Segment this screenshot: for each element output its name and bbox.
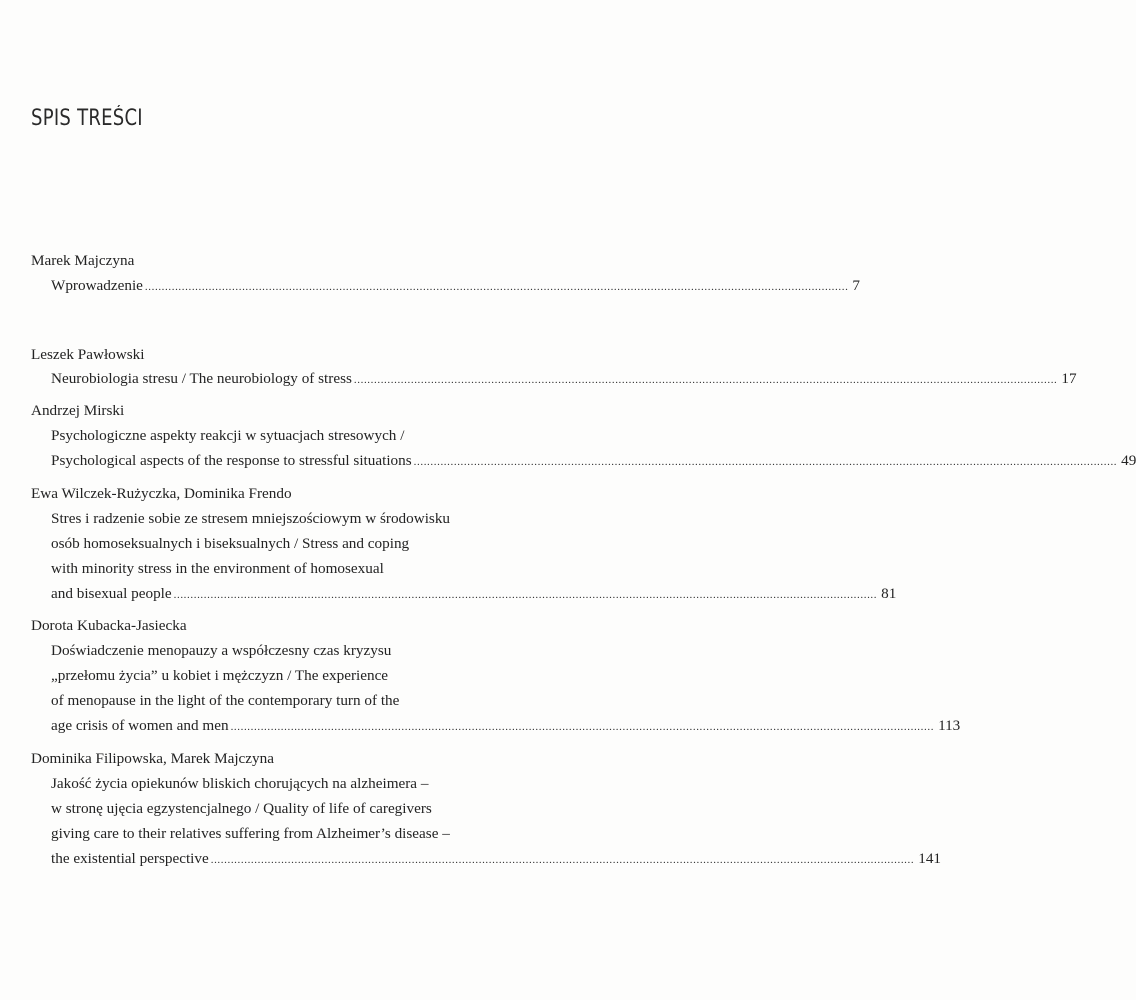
toc-entry-title: Neurobiologia stresu / The neurobiology of stress xyxy=(51,370,352,387)
toc-author: Dorota Kubacka-Jasiecka xyxy=(31,617,187,634)
dot-leader: .................................................................................................................................................................................................................. xyxy=(173,589,878,601)
toc-entry-title: age crisis of women and men xyxy=(51,717,229,734)
toc-entry-final-line[interactable] xyxy=(51,370,1077,389)
toc-entry-final-line[interactable] xyxy=(51,452,1136,471)
toc-entry-title-line: Doświadczenie menopauzy a współczesny czas kryzysu xyxy=(51,642,392,659)
toc-entry-final-line[interactable] xyxy=(51,850,941,869)
toc-entry-title-line: w stronę ujęcia egzystencjalnego / Quality of life of caregivers xyxy=(51,800,432,817)
page-title: SPIS TREŚCI xyxy=(31,106,143,131)
toc-author: Marek Majczyna xyxy=(31,252,135,269)
toc-page-number: 49 xyxy=(1121,452,1136,469)
toc-entry-final-line[interactable] xyxy=(51,585,897,604)
dot-leader: .................................................................................................................................................................................................................. xyxy=(210,854,915,866)
dot-leader: .................................................................................................................................................................................................................. xyxy=(144,281,849,293)
toc-entry-title: Psychological aspects of the response to stressful situations xyxy=(51,452,412,469)
toc-entry-title-line: giving care to their relatives suffering from Alzheimer’s disease – xyxy=(51,825,450,842)
toc-entry-final-line[interactable] xyxy=(51,277,861,296)
toc-page-number: 7 xyxy=(852,277,861,294)
toc-author: Leszek Pawłowski xyxy=(31,346,145,363)
toc-entry-final-line[interactable] xyxy=(51,717,961,736)
dot-leader: .................................................................................................................................................................................................................. xyxy=(230,721,935,733)
toc-entry-title-line: of menopause in the light of the contemporary turn of the xyxy=(51,692,400,709)
toc-entry-title-line: Psychologiczne aspekty reakcji w sytuacjach stresowych / xyxy=(51,427,405,444)
toc-page-number: 113 xyxy=(938,717,961,734)
toc-author: Andrzej Mirski xyxy=(31,402,125,419)
dot-leader: .................................................................................................................................................................................................................. xyxy=(413,456,1118,468)
toc-entry-title: and bisexual people xyxy=(51,585,172,602)
toc-page-number: 17 xyxy=(1061,370,1077,387)
toc-entry-title-line: osób homoseksualnych i biseksualnych / Stress and coping xyxy=(51,535,410,552)
toc-entry-title: the existential perspective xyxy=(51,850,209,867)
toc-entry-title: Wprowadzenie xyxy=(51,277,143,294)
toc-page-number: 81 xyxy=(881,585,897,602)
toc-entry-title-line: Jakość życia opiekunów bliskich chorujących na alzheimera – xyxy=(51,775,429,792)
toc-author: Dominika Filipowska, Marek Majczyna xyxy=(31,750,274,767)
toc-entry-title-line: Stres i radzenie sobie ze stresem mniejszościowym w środowisku xyxy=(51,510,451,527)
dot-leader: .................................................................................................................................................................................................................. xyxy=(353,374,1058,386)
toc-author: Ewa Wilczek-Rużyczka, Dominika Frendo xyxy=(31,485,292,502)
toc-page-number: 141 xyxy=(918,850,941,867)
toc-entry-title-line: „przełomu życia” u kobiet i mężczyzn / The experience xyxy=(51,667,389,684)
toc-entry-title-line: with minority stress in the environment of homosexual xyxy=(51,560,384,577)
